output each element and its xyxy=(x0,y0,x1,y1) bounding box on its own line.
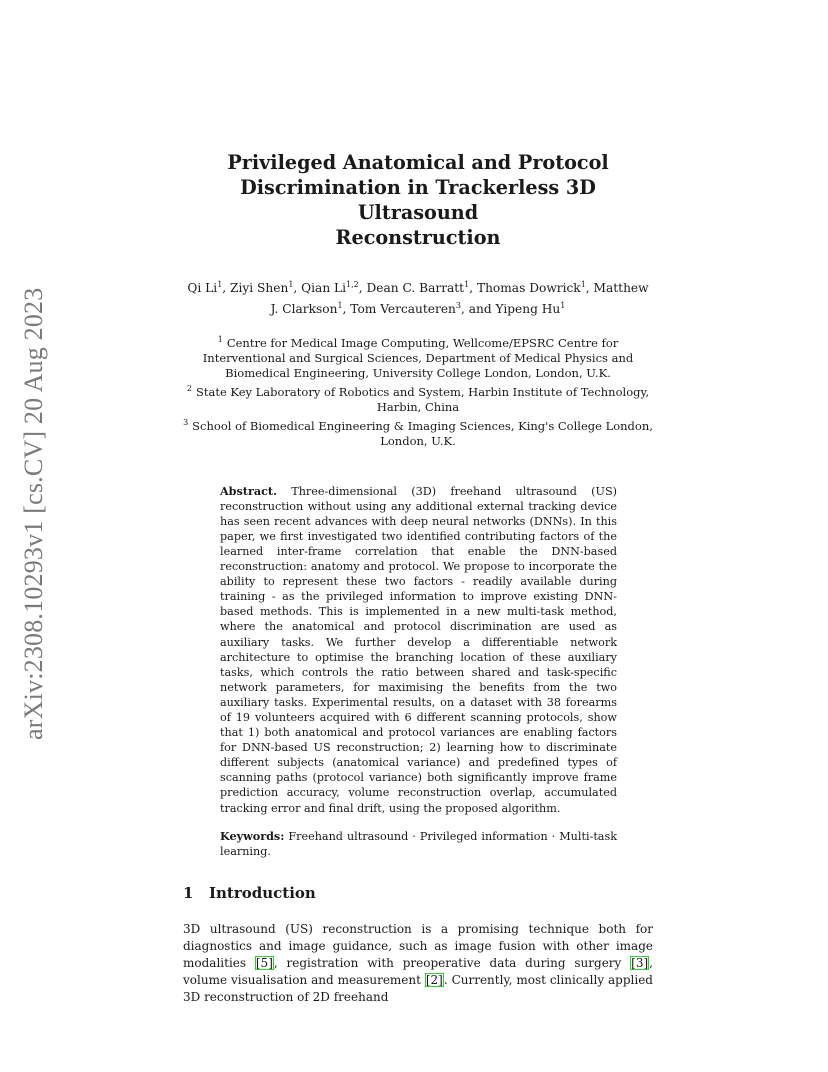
affiliation-number: 2 xyxy=(186,383,192,393)
body-text-span: , volume visualisation and measurement xyxy=(183,955,653,987)
arxiv-identifier-stamp: arXiv:2308.10293v1 [cs.CV] 20 Aug 2023 xyxy=(19,287,48,740)
author: Tom Vercauteren xyxy=(350,302,456,317)
affiliation-text: State Key Laboratory of Robotics and System, Harbin Institute of Technology, Harbin, China xyxy=(195,384,650,414)
keywords-label: Keywords: xyxy=(220,828,285,843)
paper-first-page xyxy=(183,150,653,1006)
author-affiliation-mark: 3 xyxy=(455,301,461,311)
affiliation xyxy=(183,415,653,449)
body-text-span: . Currently, most clinically applied 3D reconstruction of 2D freehand xyxy=(183,972,653,1004)
author-affiliation-mark: 1 xyxy=(560,301,566,311)
author: Qi Li xyxy=(187,281,218,296)
affiliation-text: School of Biomedical Engineering & Imaging Sciences, King's College London, London, U.K. xyxy=(192,418,653,448)
author-affiliation-mark: 1 xyxy=(580,280,586,289)
author-affiliation-mark: 1 xyxy=(464,280,470,289)
paper-title xyxy=(183,150,653,250)
author-affiliation-mark: 1 xyxy=(337,301,343,311)
keywords xyxy=(220,829,617,859)
citation-link[interactable]: [2] xyxy=(425,972,443,987)
citation-link[interactable]: [5] xyxy=(255,955,273,970)
section-number: 1 xyxy=(183,883,194,902)
affiliation xyxy=(183,381,653,415)
author-affiliation-mark: 1 xyxy=(217,280,223,289)
affiliation-number: 3 xyxy=(183,417,189,427)
title-line-2: Discrimination in Trackerless 3D Ultrasound xyxy=(240,176,596,224)
citation-link[interactable]: [3] xyxy=(631,955,649,970)
abstract-text: Three-dimensional (3D) freehand ultrasound (US) reconstruction without using any additional external tracking device has seen recent advances with deep neural networks (DNNs). In this paper, we first investigated two identified contributing factors of the learned inter-frame correlation that enable the DNN-based reconstruction: anatomy and protocol. We propose to incorporate the ability to represent these two factors - readily available during training - as the privileged information to improve existing DNN-based methods. This is implemented in a new multi-task method, where the anatomical and protocol discrimination are used as auxiliary tasks. We further develop a differentiable network architecture to optimise the branching location of these auxiliary tasks, which controls the ratio between shared and task-specific network parameters, for maximising the benefits from the two auxiliary tasks. Experimental results, on a dataset with 38 forearms of 19 volunteers acquired with 6 different scanning protocols, show that 1) both anatomical and protocol variances are enabling factors for DNN-based US reconstruction; 2) learning how to discriminate different subjects (anatomical variance) and predefined types of scanning paths (protocol variance) both significantly improve frame prediction accuracy, volume reconstruction overlap, accumulated tracking error and final drift, using the proposed algorithm. xyxy=(220,484,617,815)
author: Yipeng Hu xyxy=(495,302,561,317)
author: Ziyi Shen xyxy=(230,281,289,296)
author: Matthew J. Clarkson xyxy=(270,281,649,317)
affiliation-number: 1 xyxy=(217,335,223,345)
keywords-text: Freehand ultrasound · Privileged information · Multi-task learning. xyxy=(220,829,617,858)
section-heading xyxy=(183,883,653,903)
title-line-1: Privileged Anatomical and Protocol xyxy=(227,151,609,174)
author-affiliation-mark: 1,2 xyxy=(346,280,359,289)
abstract xyxy=(220,484,617,816)
author-list: Qi Li$^1$, Ziyi Shen$^1$, Qian Li$^{1,2}$, Dean C. Barratt$^1$, Thomas Dowrick$^1$, Matthew J. Clarkson$^1$, Tom Vercauteren$^3$, and Yipeng Hu$^1$ xyxy=(187,280,649,317)
author: Thomas Dowrick xyxy=(476,281,581,296)
affiliation xyxy=(183,332,653,381)
author-affiliation-mark: 1 xyxy=(288,280,294,289)
author: Qian Li xyxy=(301,281,347,296)
affiliation-list xyxy=(183,332,653,448)
title-line-3: Reconstruction xyxy=(335,226,501,249)
body-text-span: 3D ultrasound (US) reconstruction is a promising technique both for diagnostics and image guidance, such as image fusion with other image modalities xyxy=(183,921,653,970)
author: Dean C. Barratt xyxy=(366,281,465,296)
abstract-label: Abstract. xyxy=(220,483,277,498)
introduction-paragraph xyxy=(183,921,653,1006)
section-title: Introduction xyxy=(209,883,316,902)
affiliation-text: Centre for Medical Image Computing, Wellcome/EPSRC Centre for Interventional and Surgical Sciences, Department of Medical Physics and Biomedical Engineering, University College London, London, U.K. xyxy=(202,335,634,380)
body-text-span: , registration with preoperative data during surgery xyxy=(273,955,631,970)
